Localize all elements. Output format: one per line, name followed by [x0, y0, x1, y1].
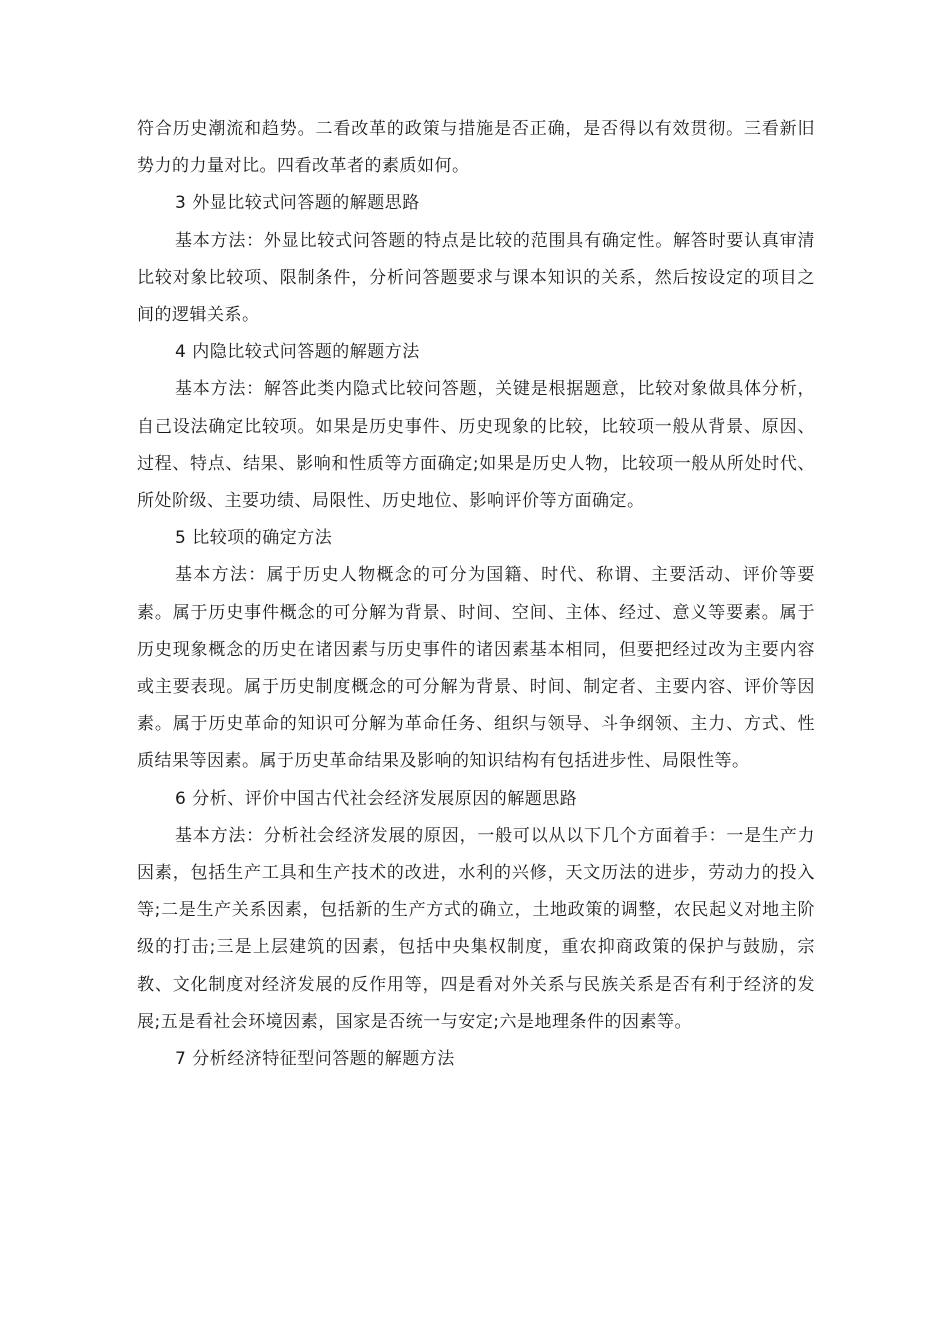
paragraph-reform-criteria: 符合历史潮流和趋势。二看改革的政策与措施是否正确，是否得以有效贯彻。三看新旧势力的力量对比。四看改革者的素质如何。 [137, 119, 815, 177]
heading-implicit-comparison: 4 内隐比较式问答题的解题方法 [175, 342, 420, 363]
paragraph-explicit-comparison-method: 基本方法：外显比较式问答题的特点是比较的范围具有确定性。解答时要认真审清比较对象比较项、限制条件，分析问答题要求与课本知识的关系，然后按设定的项目之间的逻辑关系。 [137, 230, 815, 326]
heading-economic-features: 7 分析经济特征型问答题的解题方法 [175, 1049, 455, 1070]
document-page [137, 111, 815, 1078]
heading-explicit-comparison: 3 外显比较式问答题的解题思路 [175, 193, 420, 214]
heading-economic-development: 6 分析、评价中国古代社会经济发展原因的解题思路 [175, 788, 578, 809]
heading-comparison-items: 5 比较项的确定方法 [175, 528, 333, 549]
paragraph-implicit-comparison-method: 基本方法：解答此类内隐式比较问答题，关键是根据题意，比较对象做具体分析，自己设法确定比较项。如果是历史事件、历史现象的比较，比较项一般从背景、原因、过程、特点、结果、影响和性质等方面确定;如果是历史人物，比较项一般从所处时代、所处阶级、主要功绩、局限性、历史地位、影响评价等方面确定。 [137, 379, 815, 512]
paragraph-comparison-items-method: 基本方法：属于历史人物概念的可分为国籍、时代、称谓、主要活动、评价等要素。属于历史事件概念的可分解为背景、时间、空间、主体、经过、意义等要素。属于历史现象概念的历史在诸因素与历史事件的诸因素基本相同，但要把经过改为主要内容或主要表现。属于历史制度概念的可分解为背景、时间、制定者、主要内容、评价等因素。属于历史革命的知识可分解为革命任务、组织与领导、斗争纲领、主力、方式、性质结果等因素。属于历史革命结果及影响的知识结构有包括进步性、局限性等。 [137, 565, 815, 772]
paragraph-economic-development-method: 基本方法：分析社会经济发展的原因，一般可以从以下几个方面着手：一是生产力因素，包括生产工具和生产技术的改进，水利的兴修，天文历法的进步，劳动力的投入等;二是生产关系因素，包括新的生产方式的确立，土地政策的调整，农民起义对地主阶级的打击;三是上层建筑的因素，包括中央集权制度，重农抑商政策的保护与鼓励，宗教、文化制度对经济发展的反作用等，四是看对外关系与民族关系是否有利于经济的发展;五是看社会环境因素，国家是否统一与安定;六是地理条件的因素等。 [137, 825, 815, 1032]
